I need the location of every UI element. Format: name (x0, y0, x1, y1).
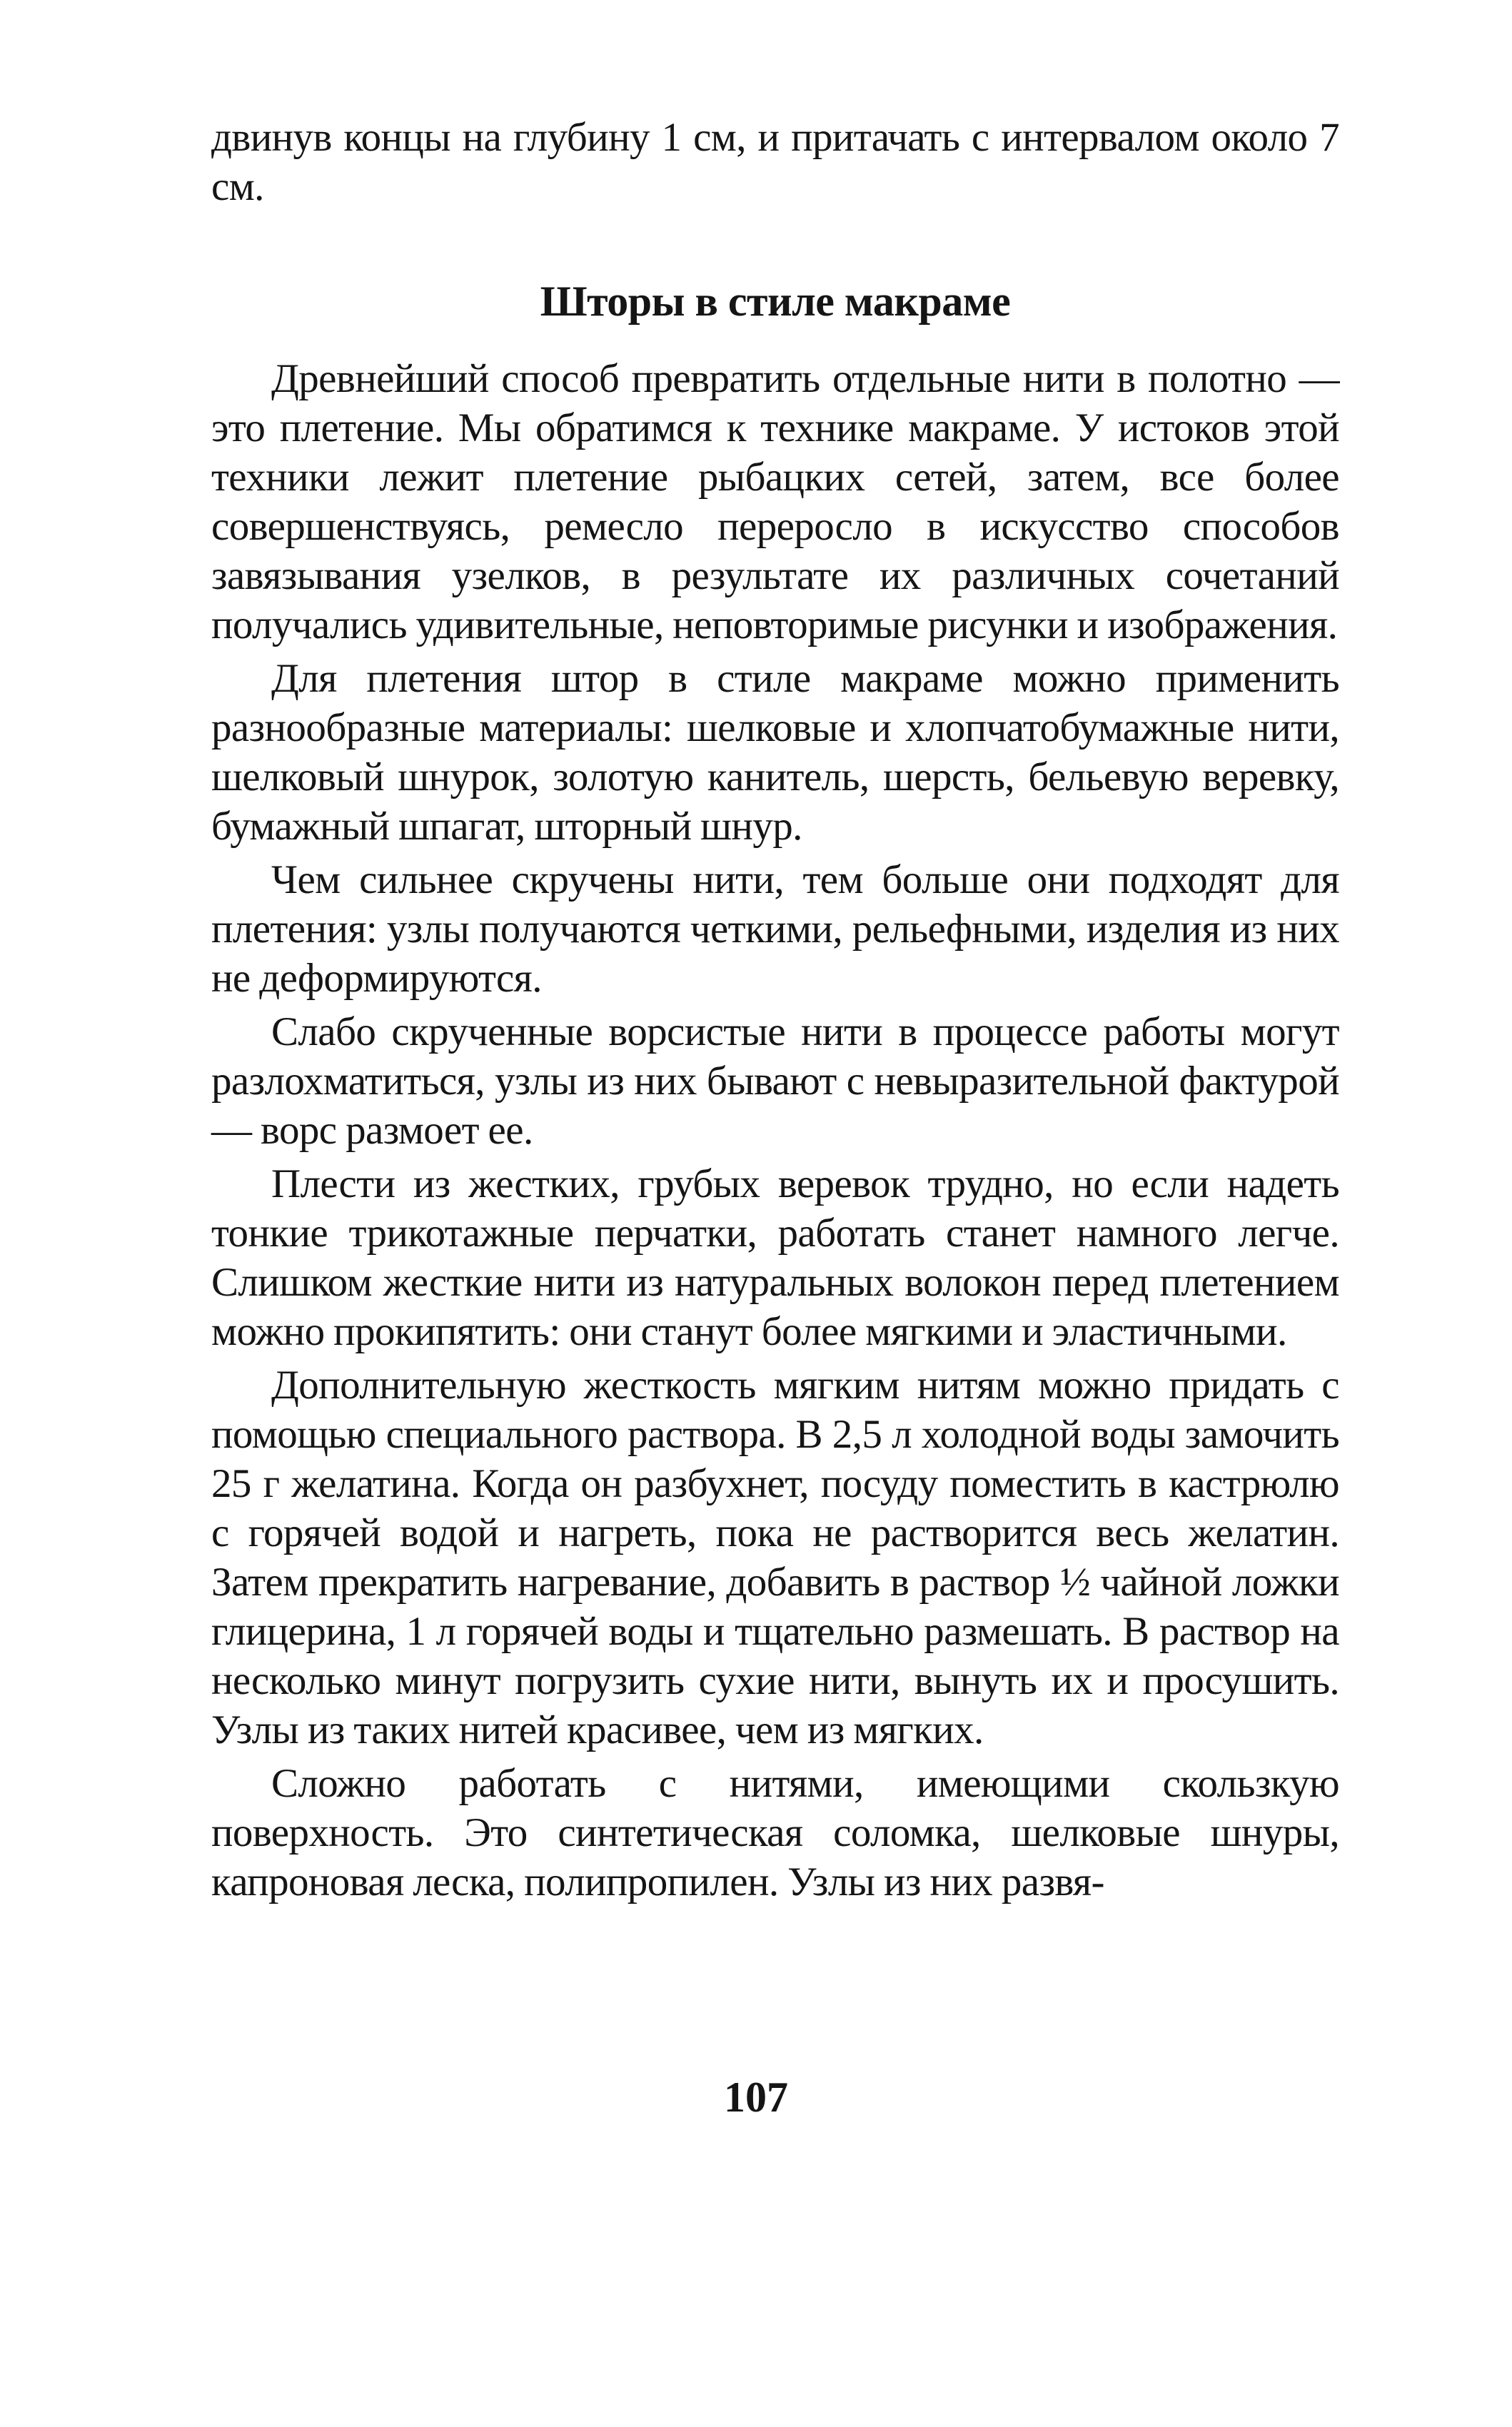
lead-paragraph: двинув концы на глубину 1 см, и притачать с интервалом около 7 см. (211, 115, 1339, 209)
paragraph: Для плетения штор в стиле макраме можно применить разнообразные материалы: шелковые и хлопчатобумажные нити, шелковый шнурок, золотую канитель, шерсть, бельевую веревку, бумажный шпагат, шторный шнур. (211, 656, 1339, 849)
paragraph: Плести из жестких, грубых веревок трудно, но если надеть тонкие трикотажные перчатки, работать станет намного легче. Слишком жесткие нити из натуральных волокон перед плетением можно прокипятить: они станут более мягкими и эластичными. (211, 1161, 1339, 1354)
body-text (211, 354, 1339, 1911)
paragraph: Слабо скрученные ворсистые нити в процессе работы могут разлохматиться, узлы из них бывают с невыразительной фактурой — ворс размоет ее. (211, 1009, 1339, 1153)
paragraph: Чем сильнее скручены нити, тем больше они подходят для плетения: узлы получаются четкими, рельефными, изделия из них не деформируются. (211, 857, 1339, 1001)
page-number: 107 (724, 2074, 788, 2121)
paragraph: Сложно работать с нитями, имеющими скользкую поверхность. Это синтетическая соломка, шелковые шнуры, капроновая леска, полипропилен. Узлы из них развя- (211, 1761, 1339, 1904)
section-title: Шторы в стиле макраме (540, 278, 1011, 325)
paragraph: Древнейший способ превратить отдельные нити в полотно — это плетение. Мы обратимся к технике макраме. У истоков этой техники лежит плетение рыбацких сетей, затем, все более совершенствуясь, ремесло переросло в искусство способов завязывания узелков, в результате их различных сочетаний получались удивительные, неповторимые рисунки и изображения. (211, 356, 1339, 647)
paragraph: Дополнительную жесткость мягким нитям можно придать с помощью специального раствора. В 2,5 л холодной воды замочить 25 г желатина. Когда он разбухнет, посуду поместить в кастрюлю с горячей водой и нагреть, пока не растворится весь желатин. Затем прекратить нагревание, добавить в раствор ½ чайной ложки глицерина, 1 л горячей воды и тщательно размешать. В раствор на несколько минут погрузить сухие нити, вынуть их и просушить. Узлы из таких нитей красивее, чем из мягких. (211, 1363, 1339, 1752)
lead-text (211, 113, 1339, 211)
